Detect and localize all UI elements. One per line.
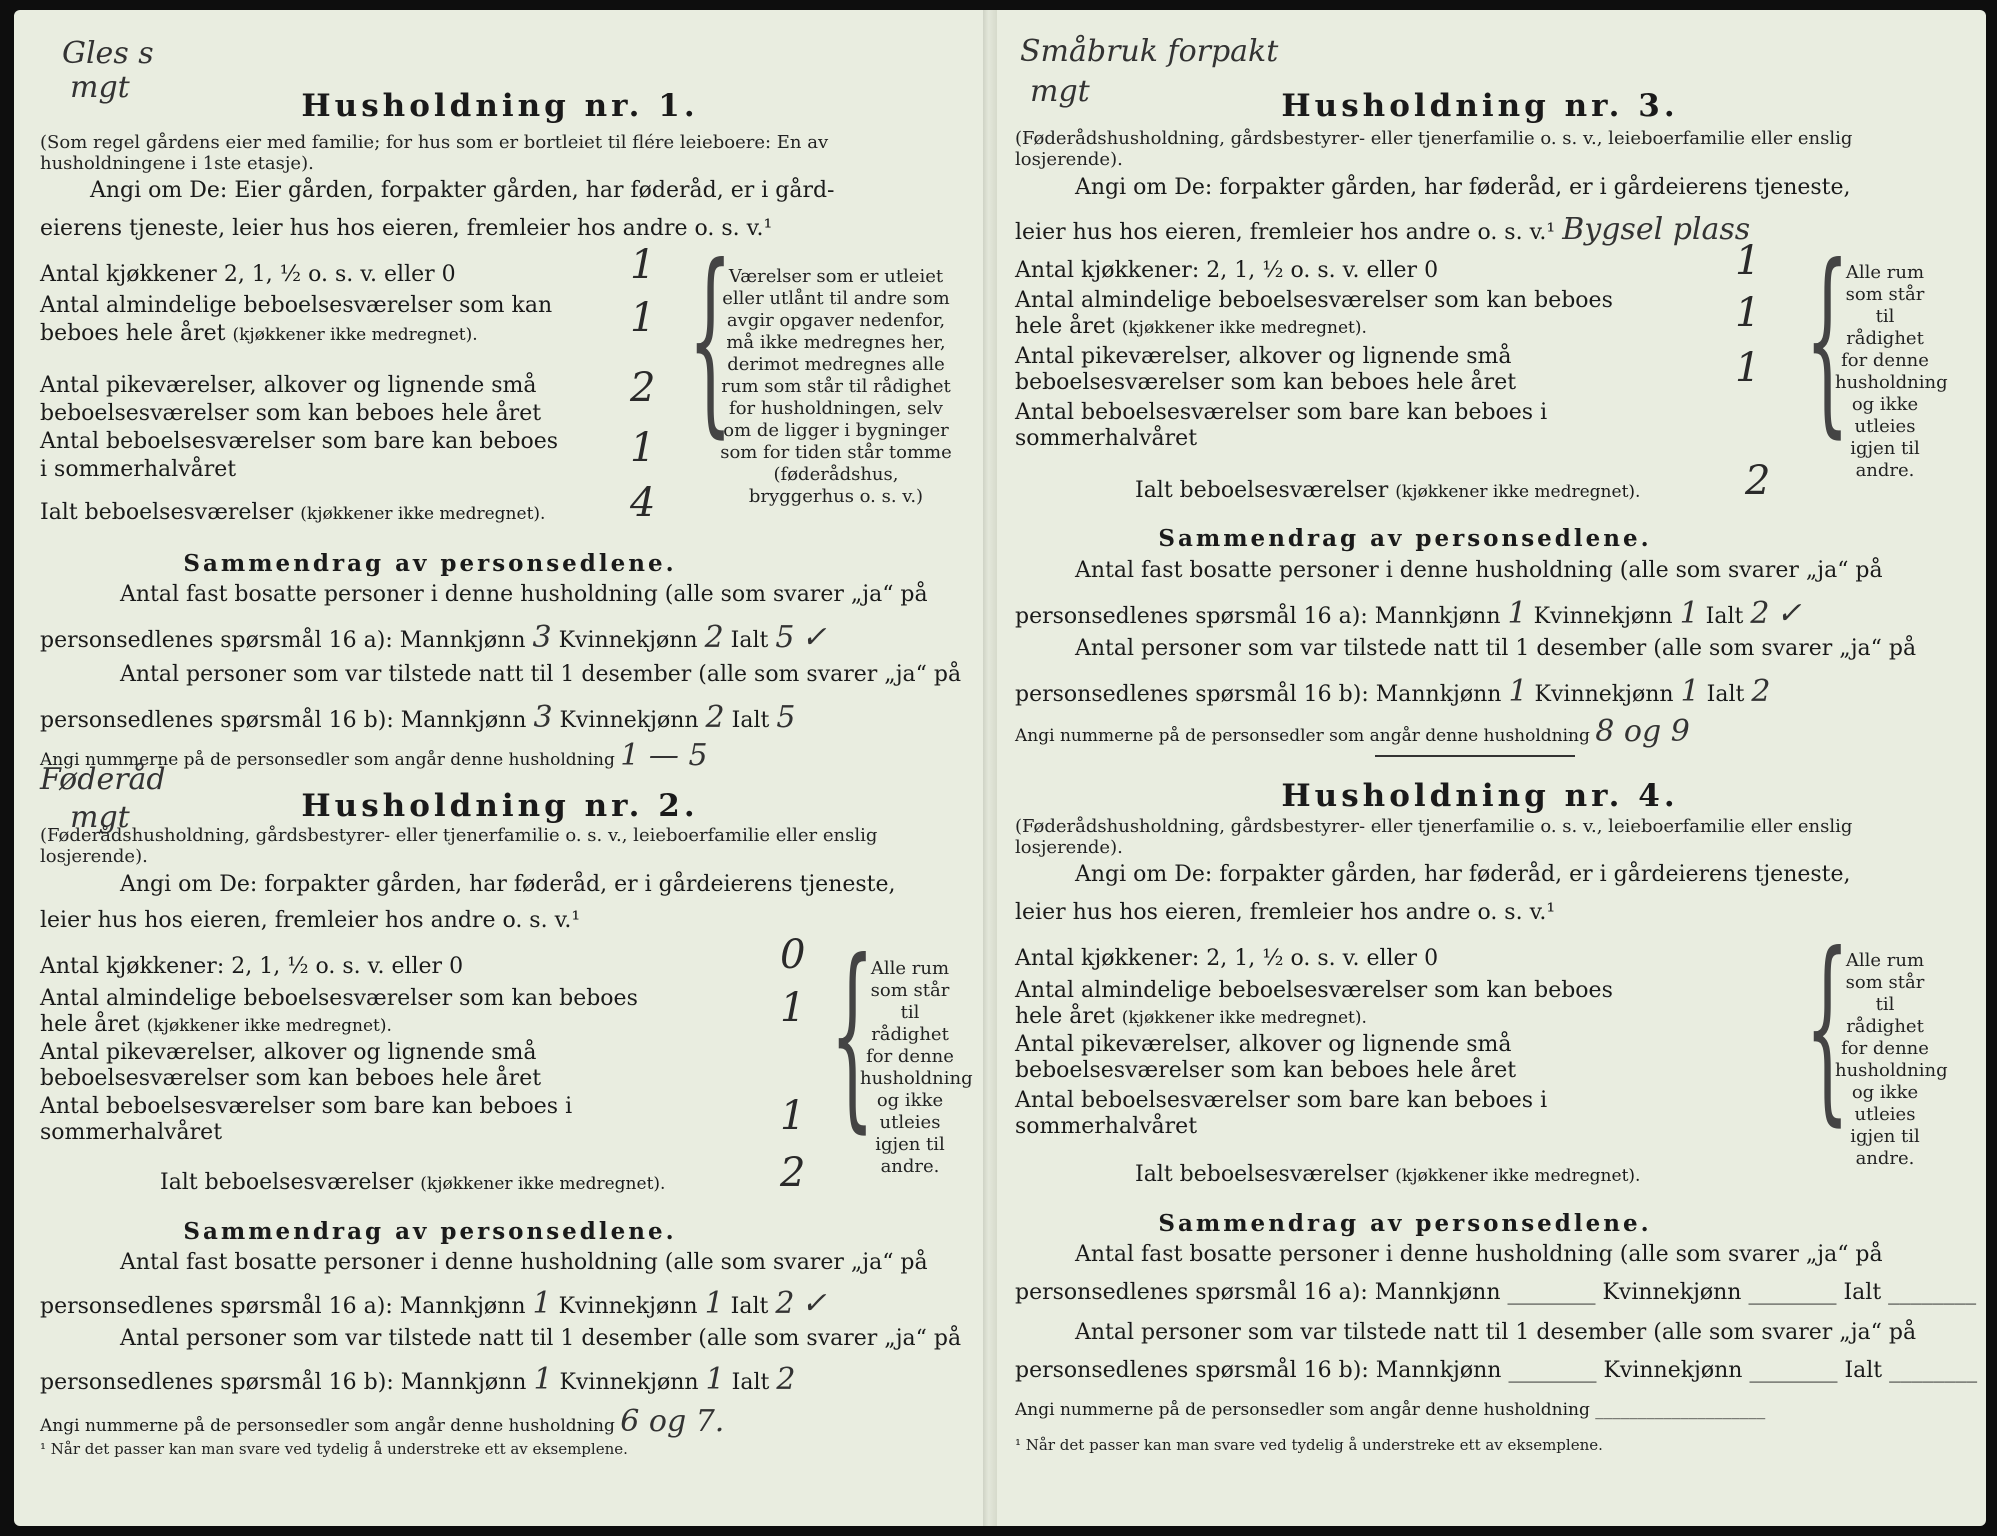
row-sub: (kjøkkener ikke medregnet).: [1395, 482, 1641, 502]
female-label: Kvinnekjønn: [559, 1370, 699, 1395]
hh1-angi-line2: eierens tjeneste, leier hus hos eieren, fremleier hos andre o. s. v.¹: [40, 216, 773, 241]
row-label: Antal beboelsesværelser som bare kan beboes i sommerhalvåret: [40, 429, 559, 482]
row-label: Antal almindelige beboelsesværelser som kan beboes hele året: [1015, 288, 1613, 339]
household-2-title: Husholdning nr. 2.: [301, 788, 699, 824]
female-label: Kvinnekjønn: [1533, 604, 1673, 629]
total-label: Ialt: [1844, 1358, 1883, 1383]
male-value: 1: [532, 1286, 552, 1321]
hh3-kitchens-value: 1: [1735, 238, 1761, 284]
brace: {: [688, 223, 733, 456]
female-value: 2: [704, 620, 724, 655]
left-page: [40, 10, 973, 1510]
hh4-s1-line2: personsedlenes spørsmål 16 a): Mannkjønn ________ Kvinnekjønn ________ Ialt ________: [1015, 1280, 1977, 1305]
hh1-kitchens-value: 1: [630, 242, 656, 288]
right-footnote: ¹ Når det passer kan man svare ved tydelig å understreke ett av eksemplene.: [1015, 1436, 1603, 1454]
s-label: personsedlenes spørsmål 16 a): Mannkjønn: [1015, 1280, 1501, 1305]
hh3-angi-line1: Angi om De: forpakter gården, har føderåd, er i gårdeierens tjeneste,: [1075, 175, 1851, 200]
hh3-side-note: Alle rum som står til rådighet for denne husholdning og ikke utleies igjen til andre.: [1835, 262, 1948, 481]
household-2-note: (Føderådshusholdning, gårdsbestyrer- eller tjenerfamilie o. s. v., leieboerfamilie eller enslig losjerende).: [40, 825, 878, 867]
row-label: Ialt beboelsesværelser: [160, 1170, 414, 1195]
row-label: Antal kjøkkener: 2, 1, ½ o. s. v. eller 0: [1015, 946, 1439, 971]
total-value: 5: [776, 700, 796, 735]
female-value: 1: [704, 1286, 724, 1321]
hh2-row-summer: [40, 1094, 680, 1146]
hh1-s2-line1: Antal personer som var tilstede natt til 1 desember (alle som svarer „ja“ på: [120, 662, 962, 687]
hh2-side-note: Alle rum som står til rådighet for denne husholdning og ikke utleies igjen til andre.: [860, 958, 973, 1177]
hh2-kitchens-value: 0: [780, 932, 806, 978]
numbers-value: 1 — 5: [620, 738, 708, 773]
s-label: personsedlenes spørsmål 16 b): Mannkjønn: [1015, 682, 1502, 707]
female-label: Kvinnekjønn: [558, 628, 698, 653]
numbers-value: 6 og 7.: [620, 1404, 725, 1439]
row-sub: (kjøkkener ikke medregnet).: [232, 325, 478, 345]
row-label: Ialt beboelsesværelser: [1135, 478, 1389, 503]
hh1-row-total: [40, 500, 545, 525]
check-mark: ✓: [1776, 596, 1802, 631]
s-label: personsedlenes spørsmål 16 b): Mannkjønn: [1015, 1358, 1502, 1383]
household-1-note: (Som regel gårdens eier med familie; for hus som er bortleiet til flére leieboere: En av husholdningene i 1ste etasje).: [40, 132, 829, 174]
hh1-angi-line1: Angi om De: Eier gården, forpakter gården, har føderåd, er i gård-: [90, 178, 835, 203]
right-page: [1015, 10, 1978, 1510]
female-label: Kvinnekjønn: [559, 708, 699, 733]
household-4-note: (Føderådshusholdning, gårdsbestyrer- eller tjenerfamilie o. s. v., leieboerfamilie eller enslig losjerende).: [1015, 816, 1853, 858]
hh4-row-total: [1135, 1162, 1640, 1187]
male-value: 1: [533, 1362, 553, 1397]
hh3-row-summer: [1015, 400, 1655, 452]
s-label: personsedlenes spørsmål 16 a): Mannkjønn: [1015, 604, 1501, 629]
s-label: personsedlenes spørsmål 16 b): Mannkjønn: [40, 708, 527, 733]
female-label: Kvinnekjønn: [1534, 682, 1674, 707]
hh4-s2-line2: personsedlenes spørsmål 16 b): Mannkjønn ________ Kvinnekjønn ________ Ialt ________: [1015, 1358, 1978, 1383]
hh2-summary-title: Sammendrag av personsedlene.: [183, 1218, 677, 1245]
hh4-side-note: Alle rum som står til rådighet for denne husholdning og ikke utleies igjen til andre.: [1835, 950, 1948, 1169]
male-value: 3: [532, 620, 552, 655]
hh3-total-value: 2: [1745, 458, 1771, 504]
male-value: 3: [533, 700, 553, 735]
total-label: Ialt: [1843, 1280, 1882, 1305]
household-4-title: Husholdning nr. 4.: [1281, 778, 1679, 814]
hh4-angi-line2: leier hus hos eieren, fremleier hos andre o. s. v.¹: [1015, 900, 1556, 925]
hh2-row-total: [160, 1170, 665, 1195]
numbers-label: Angi nummerne på de personsedler som angår denne husholdning: [1015, 726, 1590, 746]
s-label: personsedlenes spørsmål 16 a): Mannkjønn: [40, 628, 526, 653]
hh1-summary-title: Sammendrag av personsedlene.: [183, 550, 677, 577]
numbers-label: Angi nummerne på de personsedler som angår denne husholdning: [1015, 1400, 1590, 1420]
hh3-s1-line1: Antal fast bosatte personer i denne husholdning (alle som svarer „ja“ på: [1075, 558, 1883, 583]
brace: {: [830, 918, 875, 1151]
household-3-note: (Føderådshusholdning, gårdsbestyrer- eller tjenerfamilie o. s. v., leieboerfamilie eller enslig losjerende).: [1015, 128, 1853, 170]
hh3-s2-line2: [1015, 674, 1770, 709]
row-label: Ialt beboelsesværelser: [40, 500, 294, 525]
total-value: 2: [775, 1286, 795, 1321]
household-1-title: Husholdning nr. 1.: [301, 88, 699, 124]
hh2-s1-line1: Antal fast bosatte personer i denne husholdning (alle som svarer „ja“ på: [120, 1250, 928, 1275]
total-label: Ialt: [1705, 604, 1744, 629]
hh3-row-kitchens: [1015, 258, 1655, 283]
hh1-row-kitchens: [40, 262, 560, 287]
hand-note-3b: mgt: [1030, 74, 1090, 109]
hh1-summer-value: 1: [630, 425, 656, 471]
hh4-s2-line1: Antal personer som var tilstede natt til 1 desember (alle som svarer „ja“ på: [1075, 1320, 1917, 1345]
hh1-row-small-rooms: [40, 372, 560, 428]
female-label: Kvinnekjønn: [558, 1294, 698, 1319]
row-label: Antal almindelige beboelsesværelser som kan beboes hele året: [1015, 978, 1613, 1029]
total-label: Ialt: [731, 708, 770, 733]
hand-note-1b: mgt: [70, 70, 130, 105]
separator-rule: [1375, 755, 1575, 757]
row-label: Antal beboelsesværelser som bare kan beboes i sommerhalvåret: [1015, 1088, 1548, 1139]
total-label: Ialt: [1706, 682, 1745, 707]
hand-note-2b: mgt: [70, 800, 130, 835]
hh2-s2-line1: Antal personer som var tilstede natt til 1 desember (alle som svarer „ja“ på: [120, 1326, 962, 1351]
male-value: 1: [1507, 596, 1527, 631]
hh2-row-ordinary: [40, 986, 680, 1039]
hh1-s1-line2: [40, 620, 827, 655]
hh3-s2-line1: Antal personer som var tilstede natt til 1 desember (alle som svarer „ja“ på: [1075, 636, 1917, 661]
hh3-numbers-line: [1015, 714, 1690, 749]
row-label: Antal almindelige beboelsesværelser som kan beboes hele året: [40, 986, 638, 1037]
numbers-label: Angi nummerne på de personsedler som angår denne husholdning: [40, 1416, 615, 1436]
hh1-row-ordinary: [40, 292, 560, 349]
hh1-total-value: 4: [630, 480, 656, 526]
hh3-s1-line2: [1015, 596, 1802, 631]
row-sub: (kjøkkener ikke medregnet).: [1395, 1166, 1641, 1186]
hh3-angi-line2: [1015, 212, 1750, 247]
hh4-angi-line1: Angi om De: forpakter gården, har føderåd, er i gårdeierens tjeneste,: [1075, 862, 1851, 887]
hh2-ordinary-value: 1: [780, 985, 806, 1031]
hh1-row-summer: [40, 428, 560, 484]
hh2-total-value: 2: [780, 1150, 806, 1196]
total-value: 2: [1750, 596, 1770, 631]
row-sub: (kjøkkener ikke medregnet).: [420, 1174, 666, 1194]
check-mark: ✓: [801, 1286, 827, 1321]
female-value: 2: [705, 700, 725, 735]
hh4-row-kitchens: [1015, 946, 1655, 971]
male-value: 1: [1508, 674, 1528, 709]
hh2-s2-line2: [40, 1362, 795, 1397]
total-label: Ialt: [730, 628, 769, 653]
hh3-small-rooms-value: 1: [1735, 345, 1761, 391]
row-label: Antal pikeværelser, alkover og lignende små beboelsesværelser som kan beboes hele året: [40, 1040, 542, 1091]
female-label: Kvinnekjønn: [1602, 1280, 1742, 1305]
female-value: 1: [1680, 674, 1700, 709]
angi-hand-value: Bygsel plass: [1562, 212, 1751, 247]
hh4-row-small-rooms: [1015, 1032, 1655, 1084]
hh2-row-small-rooms: [40, 1040, 680, 1092]
row-label: Antal beboelsesværelser som bare kan beboes i sommerhalvåret: [40, 1094, 573, 1145]
female-value: 1: [705, 1362, 725, 1397]
hh1-small-rooms-value: 2: [630, 365, 656, 411]
hh2-summer-value: 1: [780, 1093, 806, 1139]
hand-note-1a: Gles s: [62, 36, 154, 71]
hh3-row-total: [1135, 478, 1640, 503]
numbers-label: Angi nummerne på de personsedler som angår denne husholdning: [40, 750, 615, 770]
row-label: Antal almindelige beboelsesværelser som kan beboes hele året: [40, 293, 553, 346]
check-mark: ✓: [801, 620, 827, 655]
row-label: Antal kjøkkener 2, 1, ½ o. s. v. eller 0: [40, 262, 456, 287]
hh4-row-ordinary: [1015, 978, 1655, 1031]
hh2-row-kitchens: [40, 954, 680, 979]
brace: {: [1805, 223, 1850, 456]
hh2-angi-line2: leier hus hos eieren, fremleier hos andre o. s. v.¹: [40, 908, 581, 933]
hh1-s2-line2: [40, 700, 795, 735]
row-label: Antal pikeværelser, alkover og lignende små beboelsesværelser som kan beboes hele året: [1015, 1032, 1517, 1083]
hh4-s1-line1: Antal fast bosatte personer i denne husholdning (alle som svarer „ja“ på: [1075, 1242, 1883, 1267]
numbers-value: 8 og 9: [1595, 714, 1690, 749]
hh3-row-small-rooms: [1015, 344, 1655, 396]
hh3-row-ordinary: [1015, 288, 1655, 341]
total-label: Ialt: [731, 1370, 770, 1395]
left-footnote: ¹ Når det passer kan man svare ved tydelig å understreke ett av eksemplene.: [40, 1440, 628, 1458]
hh3-ordinary-value: 1: [1735, 290, 1761, 336]
angi-label: leier hus hos eieren, fremleier hos andre o. s. v.¹: [1015, 220, 1556, 245]
total-value: 5: [775, 620, 795, 655]
hh2-numbers-line: [40, 1404, 724, 1439]
s-label: personsedlenes spørsmål 16 b): Mannkjønn: [40, 1370, 527, 1395]
hh3-summary-title: Sammendrag av personsedlene.: [1158, 525, 1652, 552]
hh1-s1-line1: Antal fast bosatte personer i denne husholdning (alle som svarer „ja“ på: [120, 582, 928, 607]
hh4-numbers-line: Angi nummerne på de personsedler som angår denne husholdning ____________________: [1015, 1400, 1766, 1420]
brace: {: [1805, 911, 1850, 1144]
hh2-s1-line2: [40, 1286, 827, 1321]
hand-note-2a: Føderåd: [40, 762, 166, 797]
s-label: personsedlenes spørsmål 16 a): Mannkjønn: [40, 1294, 526, 1319]
hh4-row-summer: [1015, 1088, 1655, 1140]
row-label: Antal kjøkkener: 2, 1, ½ o. s. v. eller 0: [1015, 258, 1439, 283]
row-label: Antal pikeværelser, alkover og lignende små beboelsesværelser som kan beboes hele året: [40, 373, 542, 426]
hh1-ordinary-value: 1: [630, 295, 656, 341]
row-sub: (kjøkkener ikke medregnet).: [146, 1016, 392, 1036]
page-fold: [983, 10, 997, 1526]
household-3-title: Husholdning nr. 3.: [1281, 88, 1679, 124]
row-label: Antal pikeværelser, alkover og lignende små beboelsesværelser som kan beboes hele året: [1015, 344, 1517, 395]
total-value: 2: [1751, 674, 1771, 709]
row-sub: (kjøkkener ikke medregnet).: [1121, 1008, 1367, 1028]
female-value: 1: [1679, 596, 1699, 631]
row-label: Antal kjøkkener: 2, 1, ½ o. s. v. eller 0: [40, 954, 464, 979]
female-label: Kvinnekjønn: [1603, 1358, 1743, 1383]
hh1-side-note: Værelser som er utleiet eller utlånt til andre som avgir opgaver nedenfor, må ikke medregnes her, derimot medregnes alle rum som står til rådighet for husholdningen, selv om de ligger i bygninger som for tiden står tomme (føderådshus, bryggerhus o. s. v.): [720, 266, 952, 507]
row-sub: (kjøkkener ikke medregnet).: [300, 504, 546, 524]
row-label: Ialt beboelsesværelser: [1135, 1162, 1389, 1187]
row-label: Antal beboelsesværelser som bare kan beboes i sommerhalvåret: [1015, 400, 1548, 451]
hand-note-3a: Småbruk forpakt: [1020, 34, 1279, 69]
total-value: 2: [776, 1362, 796, 1397]
total-label: Ialt: [730, 1294, 769, 1319]
hh2-angi-line1: Angi om De: forpakter gården, har føderåd, er i gårdeierens tjeneste,: [120, 872, 896, 897]
row-sub: (kjøkkener ikke medregnet).: [1121, 318, 1367, 338]
hh4-summary-title: Sammendrag av personsedlene.: [1158, 1210, 1652, 1237]
